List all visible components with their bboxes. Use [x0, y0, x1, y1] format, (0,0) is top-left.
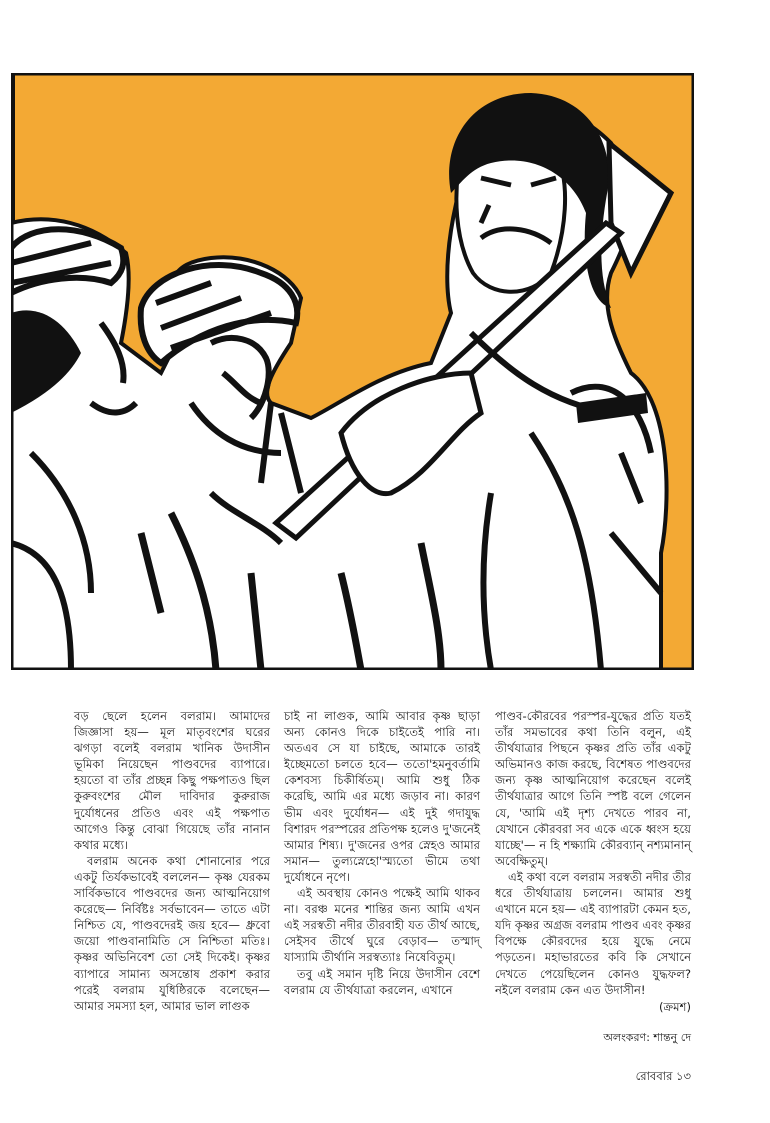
paragraph: এই কথা বলে বলরাম সরস্বতী নদীর তীর ধরে তীর্থযাত্রায় চললেন। আমার শুধু এখানে মনে হয়— এই ব্যাপারটা কেমন হত, যদি কৃষ্ণর অগ্রজ বলরাম পাণ্ডব এবং কৃষ্ণর বিপক্ষে কৌরবদের হয়ে যুদ্ধে নেমে পড়তেন। মহাভারতের কবি কি সেখানে দেখতে পেয়েছিলেন কোনও যুদ্ধফল? নইলে বলরাম কেন এত উদাসীন!	[495, 869, 691, 997]
illustration-credit: অলংকরণ: শান্তনু দে	[603, 1031, 691, 1044]
paragraph: বড় ছেলে হলেন বলরাম। আমাদের জিজ্ঞাসা হয়— মূল মাতৃবংশের ঘরের ঝগড়া বলেই বলরাম খানিক উদাসীন ভূমিকা নিয়েছেন পাণ্ডবদের ব্যাপারে। হয়তো বা তাঁর প্রচ্ছন্ন কিছু পক্ষপাতও ছিল কুরুবংশের মৌল দাবিদার কুরুরাজ দুর্যোধনের প্রতিও এবং এই পক্ষপাত আগেও কিন্তু বোঝা গিয়েছে তাঁর নানান কথার মধ্যে।	[74, 709, 270, 852]
paragraph: পাণ্ডব-কৌরবের পরস্পর-যুদ্ধের প্রতি যতই তাঁর সমভাবের কথা তিনি বলুন, এই তীর্থযাত্রার পিছনে কৃষ্ণর প্রতি তাঁর একটু অভিমানও কাজ করছে, বিশেষত পাণ্ডবদের জন্য কৃষ্ণ আত্মনিয়োগ করেছেন বলেই তীর্থযাত্রার আগে তিনি স্পষ্ট বলে গেলেন যে, 'আমি এই দৃশ্য দেখতে পারব না, যেখানে কৌরবরা সব একে একে ধ্বংস হয়ে যাচ্ছে'— ন হি শক্ষ্যামি কৌরব্যান্ নশ্যমানান্ অবেক্ষিতুম্।	[495, 709, 691, 868]
text-column-3	[495, 708, 691, 1015]
paragraph: তবু এই সমান দৃষ্টি নিয়ে উদাসীন বেশে বলরাম যে তীর্থযাত্রা করলেন, এখানে	[284, 966, 480, 997]
text-column-1	[74, 708, 270, 1014]
page-folio: রোববার ১৩	[635, 1069, 691, 1083]
paragraph: চাই না লাগুক, আমি আবার কৃষ্ণ ছাড়া অন্য কোনও দিকে চাইতেই পারি না। অতএব সে যা চাইছে, আমাকে তারই ইচ্ছেমতো চলতে হবে— ততো'হমনুবর্তামি কেশবস্য চিকীর্ষিতম্। আমি শুধু ঠিক করেছি, আমি এর মধ্যে জড়াব না। কারণ ভীম এবং দুর্যোধন— এই দুই গদাযুদ্ধ বিশারদ পরস্পরের প্রতিপক্ষ হলেও দু'জনেই আমার শিষ্য। দু'জনের ওপর স্নেহও আমার সমান— তুল্যস্নেহো'স্ম্যতো ভীমে তথা দুর্যোধনে নৃপে।	[284, 709, 480, 884]
text-column-2	[284, 708, 480, 998]
illustration	[11, 73, 694, 670]
paragraph: বলরাম অনেক কথা শোনানোর পরে একটু তির্যকভাবেই বললেন— কৃষ্ণ যেরকম সার্বিকভাবে পাণ্ডবদের জন্য আত্মনিয়োগ করেছে— নির্বিষ্টঃ সর্বভাবেন— তাতে এটা নিশ্চিত যে, পাণ্ডবদেরই জয় হবে— ধ্রুবো জয়ো পাণ্ডবানামিতি সে নিশ্চিতা মতিঃ। কৃষ্ণর অভিনিবেশ তো সেই দিকেই। কৃষ্ণর ব্যাপারে সামান্য অসন্তোষ প্রকাশ করার পরেই বলরাম যুধিষ্ঠিরকে বলেছেন— আমার সমস্যা হল, আমার ভাল লাগুক	[74, 853, 270, 1013]
continued-note: (ক্রমশ)	[658, 999, 691, 1014]
paragraph: এই অবস্থায় কোনও পক্ষেই আমি থাকব না। বরঞ্চ মনের শান্তির জন্য আমি এখন এই সরস্বতী নদীর তীরবাহী যত তীর্থ আছে, সেইসব তীর্থে ঘুরে বেড়াব— তস্মাদ্ যাস্যামি তীর্থানি সরস্বত্যাঃ নিষেবিতুম্।	[284, 886, 480, 965]
